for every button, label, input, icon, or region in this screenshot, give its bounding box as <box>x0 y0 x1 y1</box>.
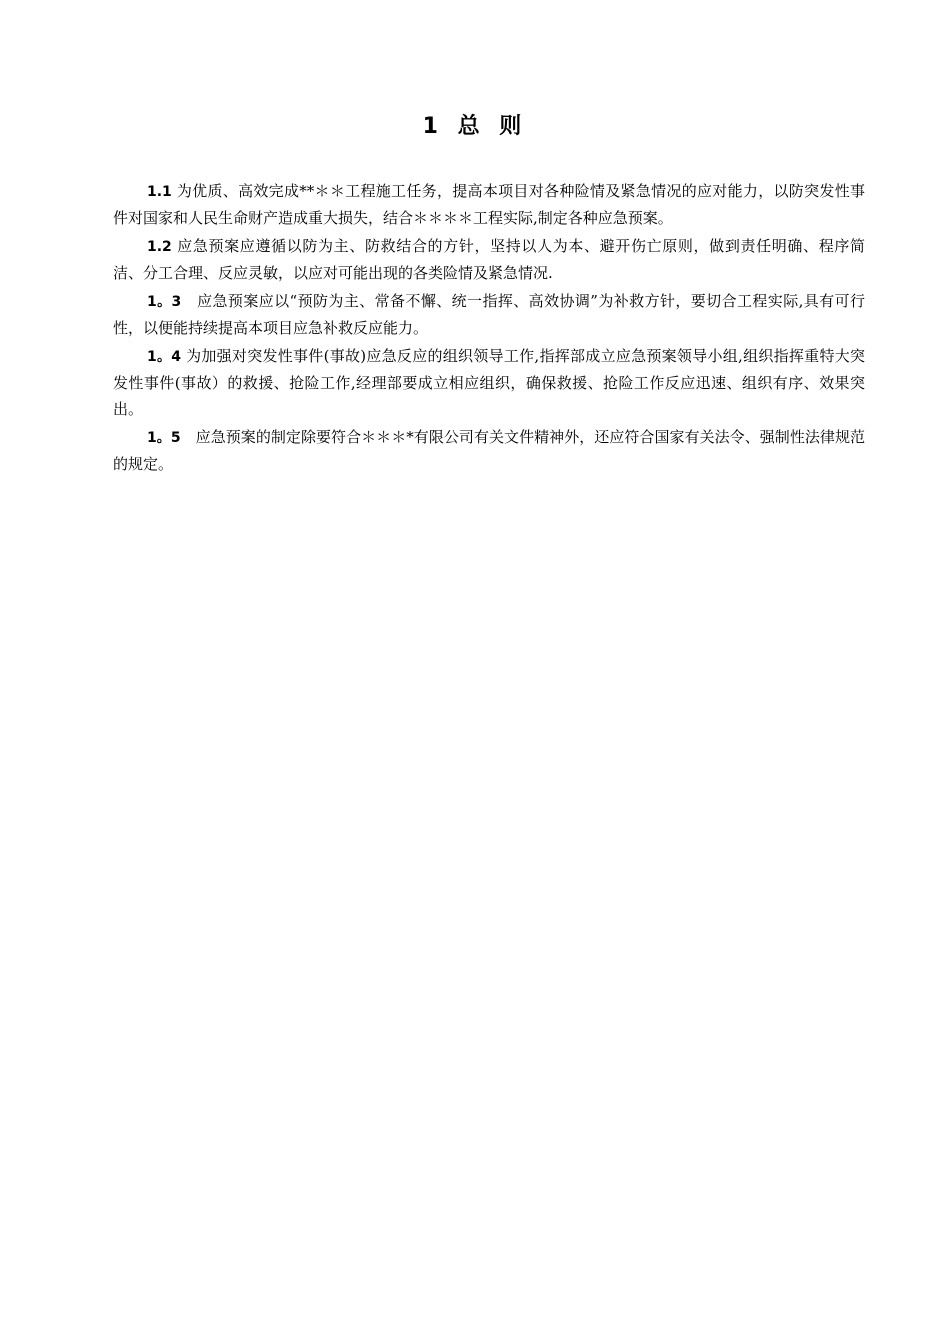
paragraph-text: 应急预案的制定除要符合＊＊＊*有限公司有关文件精神外，还应符合国家有关法令、强制性法律规范的规定。 <box>113 428 865 473</box>
paragraph-text: 应急预案应以“预防为主、常备不懈、统一指挥、高效协调”为补救方针，要切合工程实际,具有可行性，以便能持续提高本项目应急补救反应能力。 <box>113 292 865 337</box>
paragraph-number: 1。4 <box>147 349 182 365</box>
paragraph-number: 1.1 <box>147 184 172 200</box>
paragraph-text: 应急预案应遵循以防为主、防救结合的方针，坚持以人为本、避开伤亡原则，做到责任明确、程序简洁、分工合理、反应灵敏，以应对可能出现的各类险情及紧急情况. <box>113 237 865 282</box>
paragraph-number: 1。5 <box>147 430 181 446</box>
paragraph-1-2 <box>113 233 865 286</box>
page-title: 1 总 则 <box>422 114 528 139</box>
paragraph-number: 1.2 <box>147 239 172 255</box>
paragraph-text: 为加强对突发性事件(事故)应急反应的组织领导工作,指挥部成立应急预案领导小组,组织指挥重特大突发性事件(事故）的救援、抢险工作,经理部要成立相应组织，确保救援、抢险工作反应迅速、组织有序、效果突出。 <box>113 347 866 418</box>
document-body <box>113 178 865 479</box>
paragraph-1-5 <box>113 424 865 477</box>
paragraph-number: 1。3 <box>147 294 182 310</box>
paragraph-text: 为优质、高效完成**＊＊工程施工任务，提高本项目对各种险情及紧急情况的应对能力，以防突发性事件对国家和人民生命财产造成重大损失，结合＊＊＊＊工程实际,制定各种应急预案。 <box>113 182 865 227</box>
paragraph-1-1 <box>113 178 865 231</box>
paragraph-1-4 <box>113 343 865 422</box>
paragraph-1-3 <box>113 288 865 341</box>
